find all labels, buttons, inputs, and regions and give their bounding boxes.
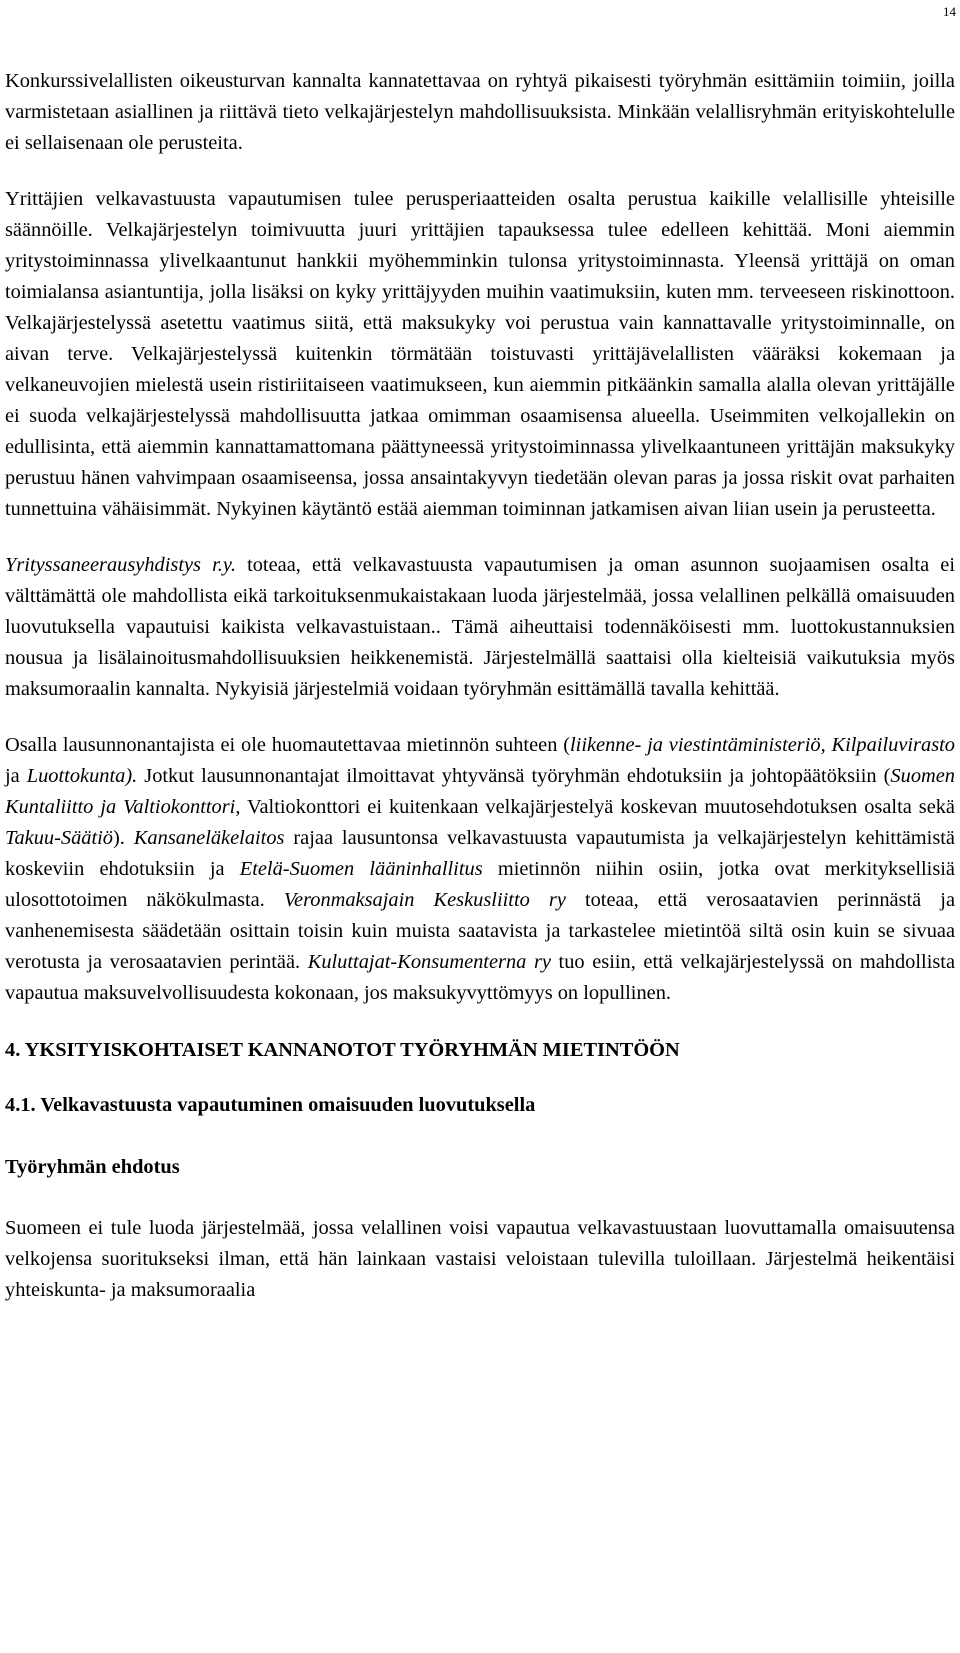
- page-number: 14: [943, 4, 956, 19]
- paragraph-konkurssivelalliset: Konkurssivelallisten oikeusturvan kannalta kannatettavaa on ryhtyä pikaisesti työryhmän esittämiin toimiin, joilla varmistetaan asiallinen ja riittävä tieto velkajärjestelyn mahdollisuuksista. Minkään velallisryhmän erityiskohtelulle ei sellaisenaan ole perusteita.: [5, 70, 955, 154]
- paragraph-text: rajaa lausuntonsa velkavastuusta vapautumista ja velkajärjestelyn kehittämistä koskeviin ehdotuksiin ja: [5, 827, 955, 880]
- organization-name: Kuluttajat-Konsumenterna ry: [307, 951, 551, 973]
- subsection-heading: 4.1. Velkavastuusta vapautuminen omaisuuden luovutuksella: [5, 1094, 536, 1116]
- paragraph-text: mietinnön niihin osiin, jotka ovat merkityksellisiä ulosottotoimen näkökulmasta.: [5, 858, 955, 911]
- organization-name: Takuu-Säätiö: [5, 827, 114, 849]
- paragraph-text: Valtiokonttori ei kuitenkaan velkajärjestelyä koskevan muutosehdotuksen osalta sekä: [240, 796, 955, 818]
- organization-name: Veronmaksajain Keskusliitto ry: [283, 889, 566, 911]
- organization-name: Yrityssaneerausyhdistys r.y.: [5, 554, 236, 576]
- paragraph-text: Osalla lausunnonantajista ei ole huomautettavaa mietinnön suhteen (: [5, 734, 570, 756]
- organization-name: Etelä-Suomen lääninhallitus: [239, 858, 483, 880]
- paragraph-text: ja: [5, 765, 27, 787]
- paragraph-text: tuo esiin, että velkajärjestelyssä on mahdollista vapautua maksuvelvollisuudesta kokonaan, jos maksukyvyttömyys on lopullinen.: [5, 951, 956, 1004]
- organization-name: Suomen Kuntaliitto ja Valtiokonttori,: [5, 765, 955, 818]
- minor-heading: Työryhmän ehdotus: [5, 1156, 180, 1178]
- paragraph-text: toteaa, että velkavastuusta vapautumisen ja oman asunnon suojaamisen osalta ei välttämättä ole mahdollista eikä tarkoituksenmukaistakaan luoda järjestelmää, jossa velallinen pelkällä omaisuuden luovutuksella vapautuisi kaikista velkavastuistaan.. Tämä aiheuttaisi todennäköisesti mm. luottokustannuksien nousua ja lisälainoitusmahdollisuuksien heikkenemistä. Järjestelmällä saattaisi olla kielteisiä vaikutuksia myös maksumoraalin kannalta. Nykyisiä järjestelmiä voidaan työryhmän esittämällä tavalla kehittää.: [5, 554, 955, 700]
- organization-name: liikenne- ja viestintäministeriö, Kilpailuvirasto: [570, 734, 955, 756]
- paragraph-text: ).: [113, 827, 134, 849]
- organization-name: Kansaneläkelaitos: [133, 827, 285, 849]
- paragraph-text: Jotkut lausunnonantajat ilmoittavat yhtyvänsä työryhmän ehdotuksiin ja johtopäätöksiin (: [137, 765, 891, 787]
- paragraph-yrityssaneerausyhdistys: [5, 550, 955, 705]
- organization-name: Luottokunta).: [26, 765, 138, 787]
- paragraph-text: toteaa, että verosaatavien perinnästä ja vanhenemisesta säädetään osittain toisin kuin muista saatavista ja tarkastelee mietintöä siltä osin kuin se sivuaa verotusta ja verosaatavien perintää.: [5, 889, 956, 973]
- section-heading: 4. YKSITYISKOHTAISET KANNANOTOT TYÖRYHMÄN MIETINTÖÖN: [5, 1039, 680, 1061]
- document-body: [5, 66, 955, 1331]
- paragraph-lausunnonantajat: [5, 730, 955, 1009]
- paragraph-yrittajat: Yrittäjien velkavastuusta vapautumisen tulee perusperiaatteiden osalta perustua kaikille velallisille yhteisille säännöille. Velkajärjestelyn toimivuutta juuri yrittäjien tapauksessa tulee edelleen kehittää. Moni aiemmin yritystoiminnassa ylivelkaantunut hankkii myöhemminkin tulonsa yritystoiminnasta. Yleensä yrittäjä on oman toimialansa asiantuntija, jolla lisäksi on kyky yrittäjyyden muihin vaatimuksiin, kuten mm. terveeseen riskinottoon. Velkajärjestelyssä asetettu vaatimus siitä, että maksukyky voi perustua vain kannattavalle yritystoiminnalle, on aivan terve. Velkajärjestelyssä kuitenkin törmätään toistuvasti yrittäjävelallisten vääräksi kokemaan ja velkaneuvojien mielestä usein ristiriitaiseen vaatimukseen, kun aiemmin pitkäänkin samalla alalla olevan yrittäjälle ei suoda velkajärjestelyssä mahdollisuutta jatkaa omimman osaamisensa alueella. Useimmiten velkojallekin on edullisinta, että aiemmin kannattamattomana päättyneessä yritystoiminnassa ylivelkaantuneen yrittäjän maksukyky perustuu hänen vahvimpaan osaamiseensa, jossa ansaintakyvyn tiedetään olevan paras ja jossa riskit ovat parhaiten tunnettuina vähäisimmät. Nykyinen käytäntö estää aiemman toiminnan jatkamisen aivan liian usein ja perusteetta.: [5, 188, 955, 520]
- paragraph-ehdotus: Suomeen ei tule luoda järjestelmää, jossa velallinen voisi vapautua velkavastuustaan luovuttamalla omaisuutensa velkojensa suoritukseksi ilman, että hän lainkaan vastaisi veloistaan tulevilla tuloillaan. Järjestelmä heikentäisi yhteiskunta- ja maksumoraalia: [5, 1217, 955, 1301]
